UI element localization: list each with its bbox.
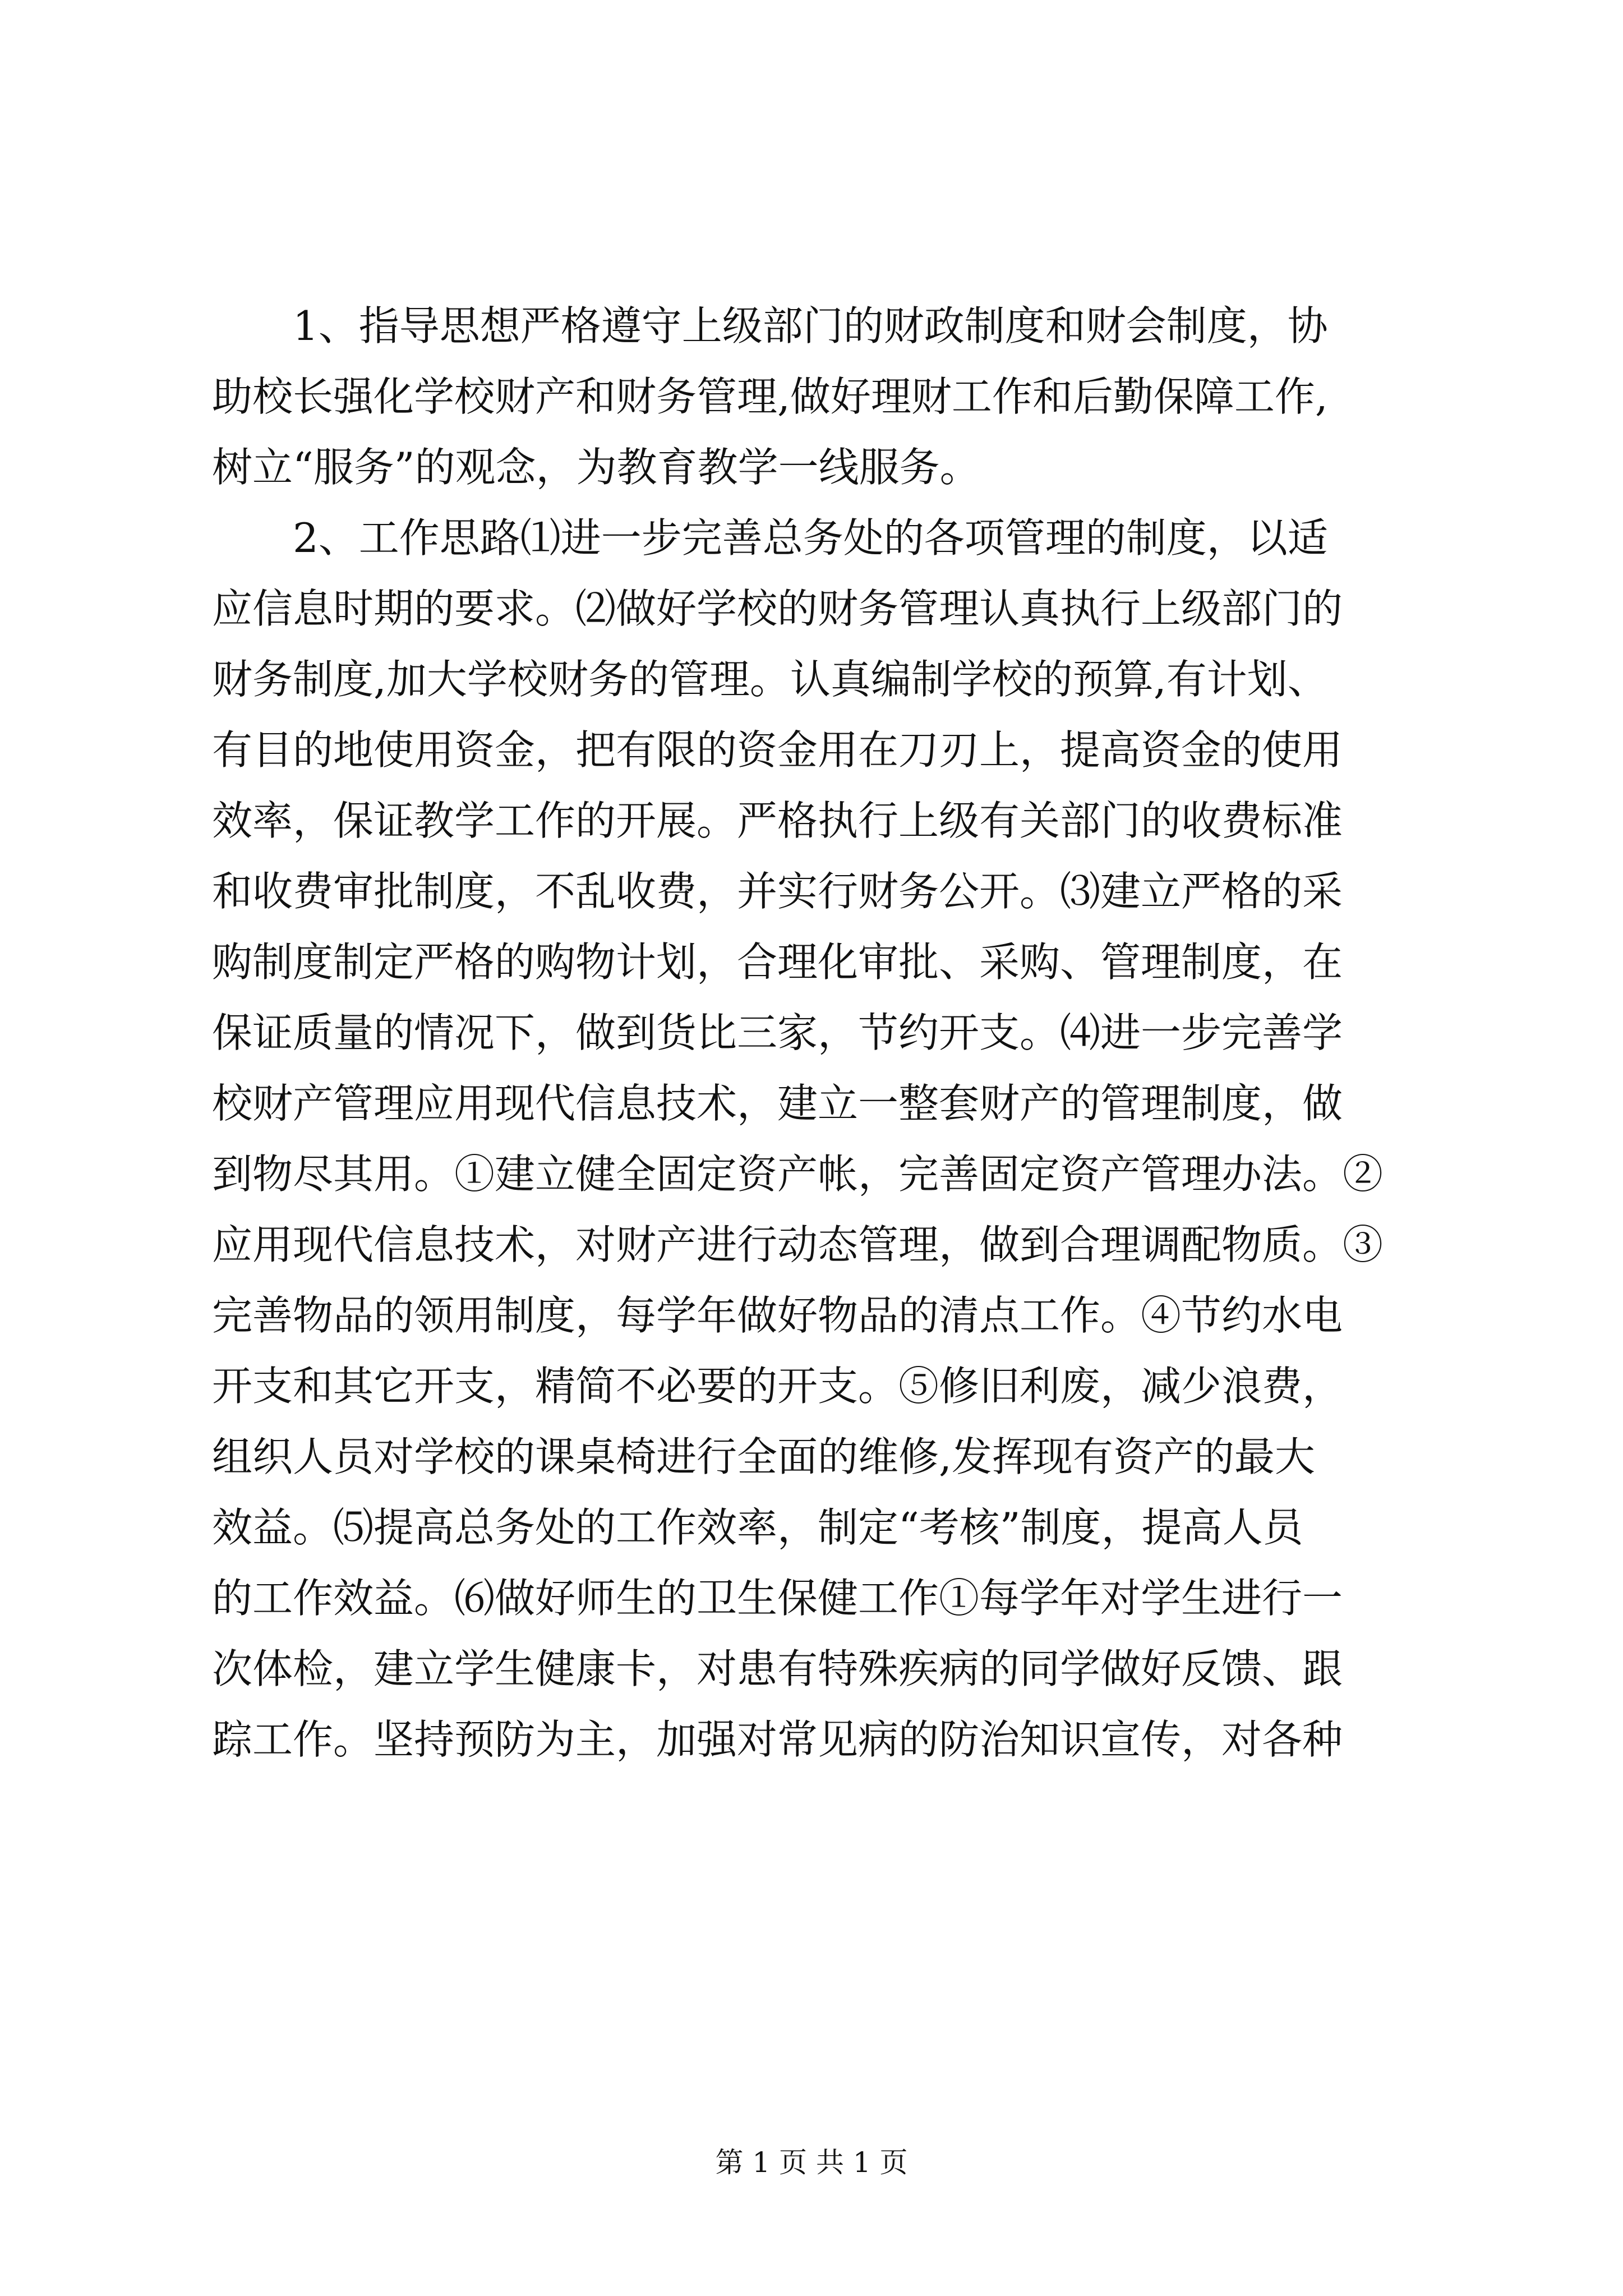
text-line: 应用现代信息技术，对财产进行动态管理，做到合理调配物质。③ — [212, 1221, 1384, 1268]
text-line: 效益。⑸提高总务处的工作效率，制定“考核”制度，提高人员 — [212, 1504, 1303, 1551]
text-line: 2、工作思路⑴进一步完善总务处的各项管理的制度，以适 — [293, 514, 1328, 562]
page-footer — [0, 2143, 1623, 2182]
text-line: 助校长强化学校财产和财务管理,做好理财工作和后勤保障工作, — [212, 373, 1328, 420]
text-line: 财务制度,加大学校财务的管理。认真编制学校的预算,有计划、 — [212, 656, 1328, 703]
text-line: 1、指导思想严格遵守上级部门的财政制度和财会制度，协 — [293, 302, 1328, 349]
text-line: 踪工作。坚持预防为主，加强对常见病的防治知识宣传，对各种 — [212, 1716, 1343, 1763]
text-line: 有目的地使用资金，把有限的资金用在刀刃上，提高资金的使用 — [212, 726, 1343, 774]
text-line: 效率，保证教学工作的开展。严格执行上级有关部门的收费标准 — [212, 797, 1343, 844]
page-number-label: 第 1 页 共 1 页 — [715, 2146, 908, 2179]
text-line: 应信息时期的要求。⑵做好学校的财务管理认真执行上级部门的 — [212, 585, 1343, 632]
text-line: 保证质量的情况下，做到货比三家，节约开支。⑷进一步完善学 — [212, 1009, 1343, 1056]
text-line: 完善物品的领用制度，每学年做好物品的清点工作。④节约水电 — [212, 1292, 1343, 1339]
text-line: 树立“服务”的观念，为教育教学一线服务。 — [212, 444, 980, 491]
document-body — [212, 291, 1463, 1775]
text-line: 组织人员对学校的课桌椅进行全面的维修,发挥现有资产的最大 — [212, 1433, 1315, 1480]
text-line: 次体检，建立学生健康卡，对患有特殊疾病的同学做好反馈、跟 — [212, 1645, 1343, 1692]
text-line: 和收费审批制度，不乱收费，并实行财务公开。⑶建立严格的采 — [212, 868, 1343, 915]
text-line: 校财产管理应用现代信息技术，建立一整套财产的管理制度，做 — [212, 1080, 1343, 1127]
text-line: 购制度制定严格的购物计划，合理化审批、采购、管理制度，在 — [212, 938, 1343, 986]
text-line: 开支和其它开支，精简不必要的开支。⑤修旧利废，减少浪费， — [212, 1363, 1343, 1410]
text-line: 的工作效益。⑹做好师生的卫生保健工作①每学年对学生进行一 — [212, 1575, 1343, 1622]
text-line: 到物尽其用。①建立健全固定资产帐，完善固定资产管理办法。② — [212, 1151, 1384, 1198]
